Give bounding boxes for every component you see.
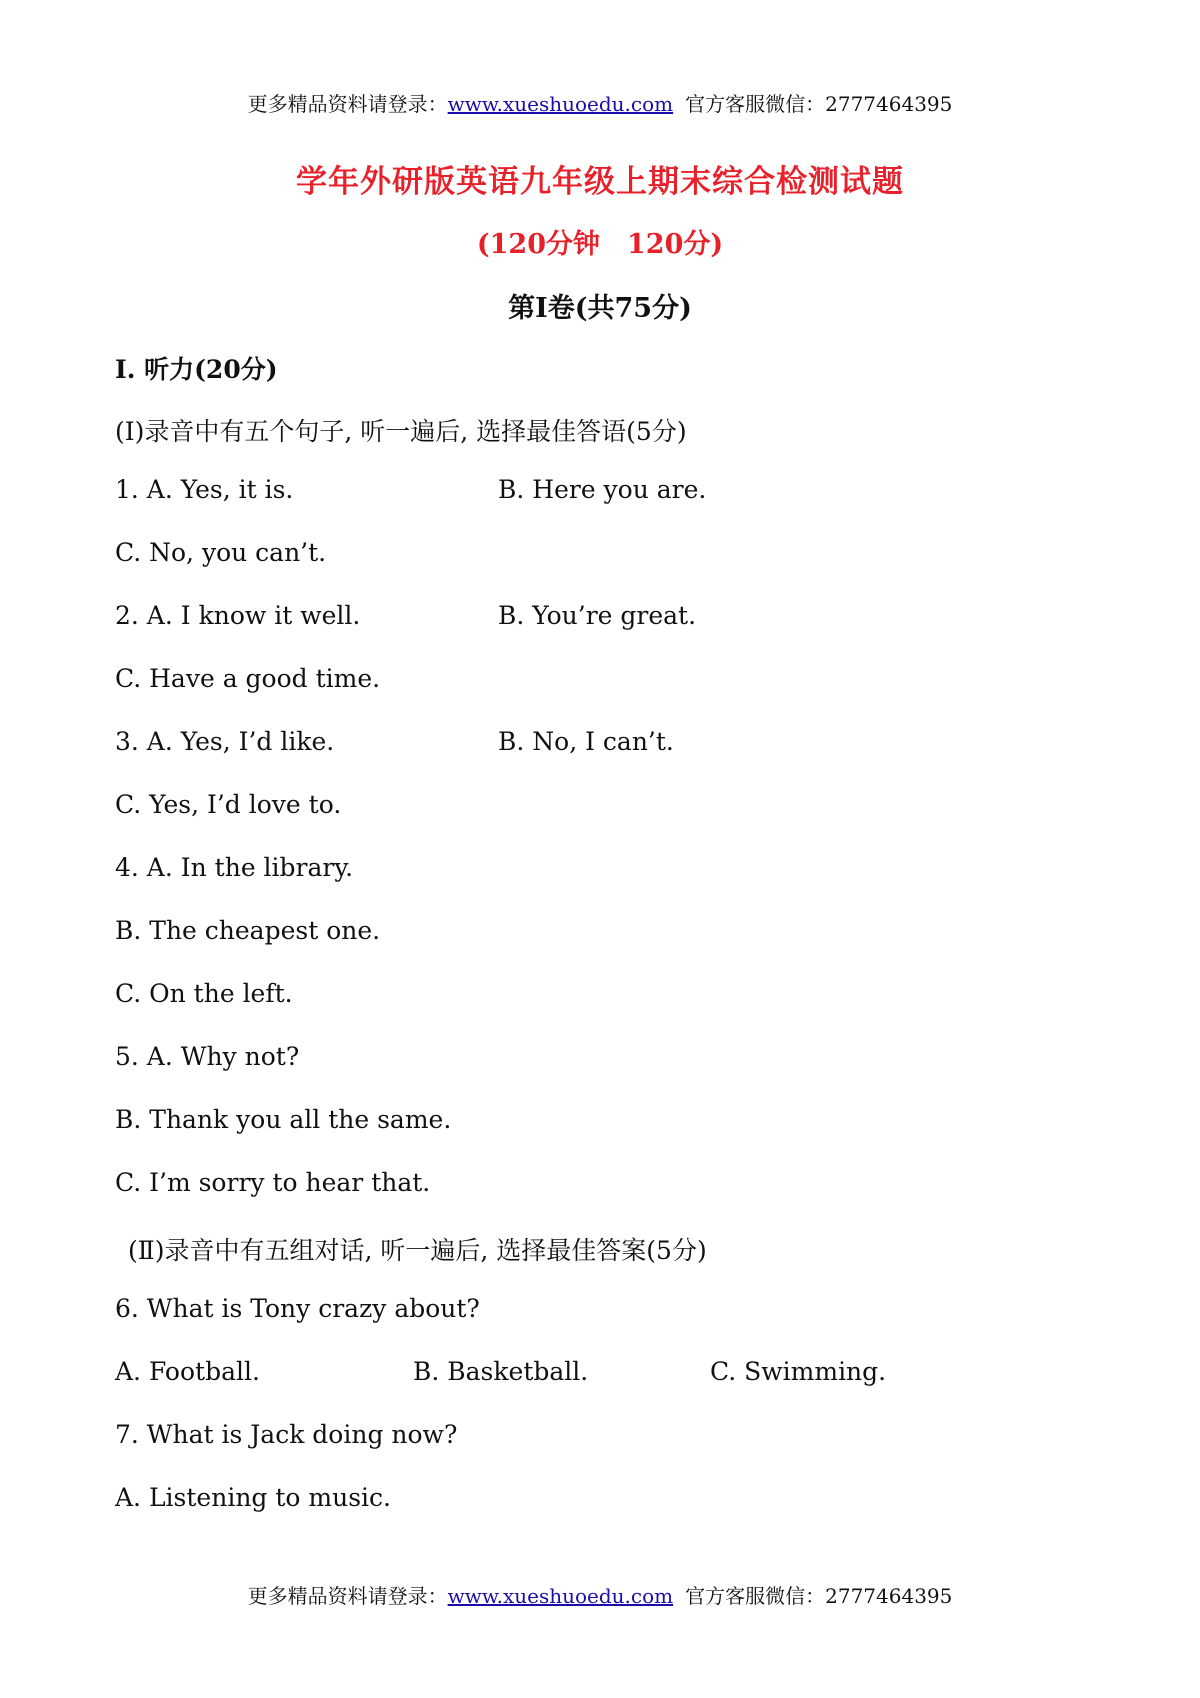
q4-option-a: 4. A. In the library. (115, 853, 354, 882)
header-service: 官方客服微信：2777464395 (685, 92, 953, 116)
q2-option-a: 2. A. I know it well. (115, 601, 361, 630)
q1-option-a: 1. A. Yes, it is. (115, 475, 294, 504)
q5-option-c: C. I’m sorry to hear that. (115, 1168, 431, 1197)
q3-option-a: 3. A. Yes, I’d like. (115, 727, 335, 756)
volume-heading: 第Ⅰ卷(共75分) (508, 293, 692, 324)
page-footer (0, 1580, 1200, 1609)
section-title: Ⅰ. 听力(20分) (115, 355, 278, 384)
q5-option-a: 5. A. Why not? (115, 1042, 300, 1071)
q3-option-b: B. No, I can’t. (498, 727, 674, 756)
q2-option-c: C. Have a good time. (115, 664, 381, 693)
page-title: 学年外研版英语九年级上期末综合检测试题 (296, 164, 904, 200)
q1-option-c: C. No, you can’t. (115, 538, 327, 567)
q4-option-c: C. On the left. (115, 979, 293, 1008)
q5-option-b: B. Thank you all the same. (115, 1105, 452, 1134)
q6-option-c: C. Swimming. (710, 1357, 887, 1386)
footer-service: 官方客服微信：2777464395 (685, 1584, 953, 1608)
q7-option-a: A. Listening to music. (115, 1483, 391, 1512)
q1-option-b: B. Here you are. (498, 475, 707, 504)
part2-title: (Ⅱ)录音中有五组对话, 听一遍后, 选择最佳答案(5分) (128, 1236, 707, 1265)
q6-stem: 6. What is Tony crazy about? (115, 1294, 480, 1323)
header-prefix: 更多精品资料请登录： (247, 92, 448, 116)
q3-option-c: C. Yes, I’d love to. (115, 790, 342, 819)
q6-option-b: B. Basketball. (413, 1357, 589, 1386)
page-header (0, 88, 1200, 117)
q4-option-b: B. The cheapest one. (115, 916, 381, 945)
page-subtitle: (120分钟 120分) (476, 229, 724, 260)
part1-title: (Ⅰ)录音中有五个句子, 听一遍后, 选择最佳答语(5分) (115, 417, 687, 446)
header-link[interactable]: www.xueshuoedu.com (447, 92, 674, 116)
q7-stem: 7. What is Jack doing now? (115, 1420, 458, 1449)
q2-option-b: B. You’re great. (498, 601, 697, 630)
footer-link[interactable]: www.xueshuoedu.com (447, 1584, 674, 1608)
footer-prefix: 更多精品资料请登录： (247, 1584, 448, 1608)
q6-option-a: A. Football. (115, 1357, 260, 1386)
